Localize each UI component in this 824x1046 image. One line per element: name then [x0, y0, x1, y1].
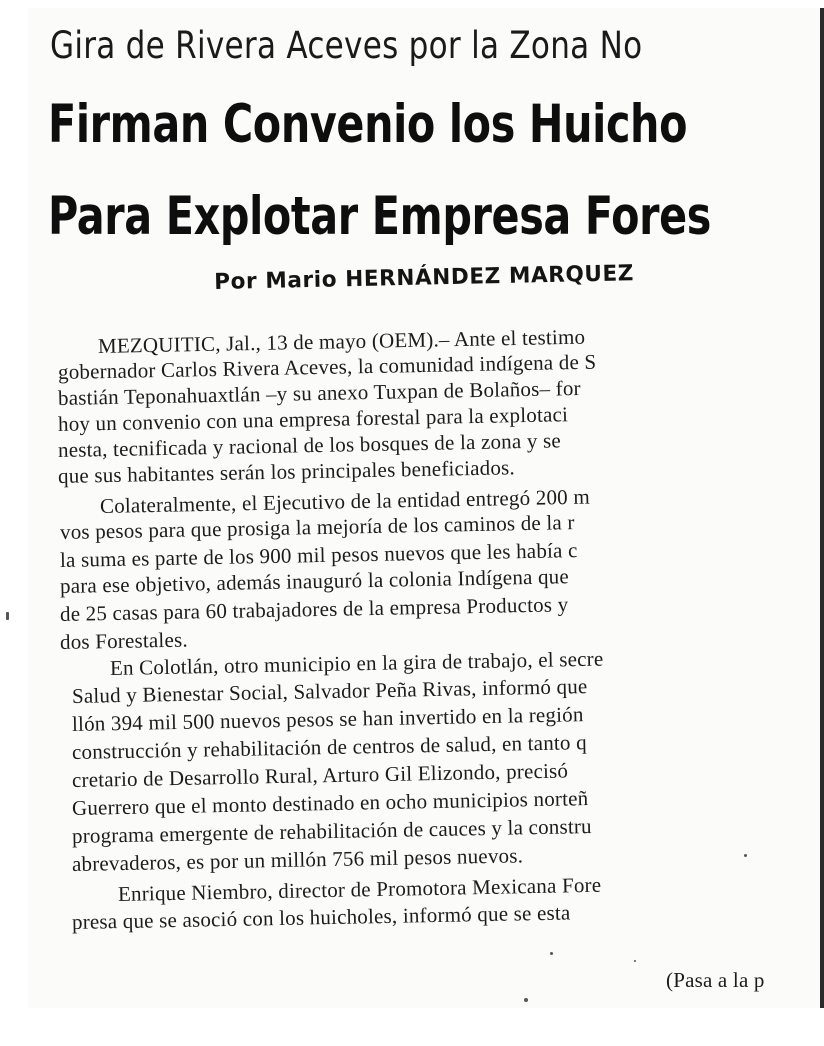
body-line: presa que se asoció con los huicholes, informó que se esta	[71, 900, 571, 934]
body-line: Guerrero que el monto destinado en ocho municipios norteñ	[71, 786, 589, 820]
body-line: llón 394 mil 500 nuevos pesos se han invertido en la región	[71, 702, 584, 736]
body-line: programa emergente de rehabilitación de cauces y la constru	[71, 814, 592, 848]
body-line: que sus habitantes serán los principales beneficiados.	[57, 455, 516, 488]
body-line: cretario de Desarrollo Rural, Arturo Gil Elizondo, precisó	[71, 758, 569, 792]
print-speck	[744, 854, 747, 857]
body-line: Enrique Niembro, director de Promotora Mexicana Fore	[117, 872, 602, 906]
headline-line-2: Para Explotar Empresa Fores	[48, 186, 711, 247]
byline: Por Mario HERNÁNDEZ MARQUEZ	[214, 261, 635, 295]
page-edge-shadow	[820, 8, 824, 1008]
newspaper-clipping	[28, 8, 824, 1008]
body-line: Colateralmente, el Ejecutivo de la entidad entregó 200 m	[99, 484, 591, 518]
print-speck	[550, 952, 553, 955]
body-line: dos Forestales.	[59, 627, 189, 654]
body-line: hoy un convenio con una empresa forestal para la explotaci	[57, 402, 569, 436]
body-line: gobernador Carlos Rivera Aceves, la comunidad indígena de S	[57, 349, 597, 384]
continuation-note: (Pasa a la p	[666, 968, 765, 992]
body-line: para ese objetivo, además inauguró la colonia Indígena que	[59, 564, 570, 598]
print-speck	[524, 998, 528, 1002]
body-line: abrevaderos, es por un millón 756 mil pesos nuevos.	[71, 843, 524, 876]
body-line: la suma es parte de los 900 mil pesos nuevos que les había c	[59, 538, 578, 572]
headline-line-1: Firman Convenio los Huicho	[48, 94, 688, 155]
body-line: construcción y rehabilitación de centros de salud, en tanto q	[71, 730, 588, 764]
print-speck	[634, 960, 636, 962]
article-kicker: Gira de Rivera Aceves por la Zona No	[50, 24, 643, 67]
body-line: En Colotlán, otro municipio en la gira de trabajo, el secre	[109, 646, 604, 680]
body-line: vos pesos para que prosiga la mejoría de los caminos de la r	[59, 510, 575, 544]
body-line: nesta, tecnificada y racional de los bosques de la zona y se	[57, 428, 562, 462]
body-line: bastián Teponahuaxtlán –y su anexo Tuxpan de Bolaños– for	[57, 375, 581, 410]
body-line: de 25 casas para 60 trabajadores de la empresa Productos y	[59, 592, 569, 626]
print-speck	[6, 612, 9, 620]
body-line: MEZQUITIC, Jal., 13 de mayo (OEM).– Ante el testimo	[97, 324, 586, 358]
body-line: Salud y Bienestar Social, Salvador Peña Rivas, informó que	[71, 674, 588, 708]
